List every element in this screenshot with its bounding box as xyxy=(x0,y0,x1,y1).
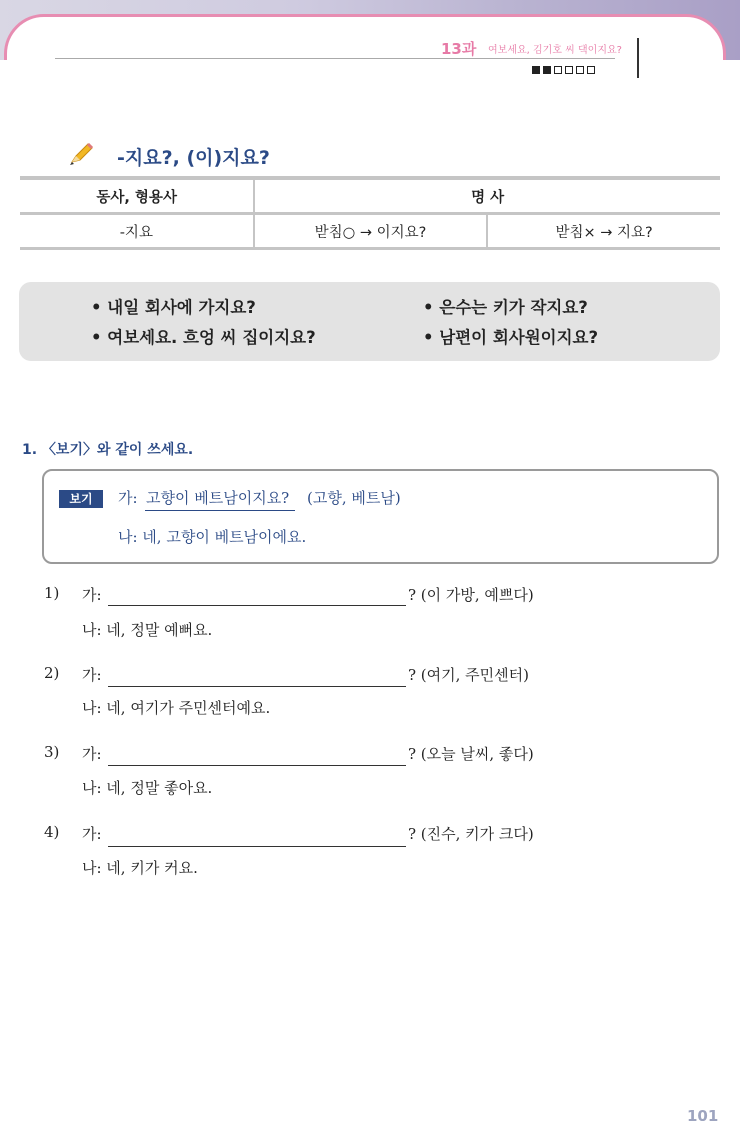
bogi-ga-prefix: 가: xyxy=(118,489,138,507)
page-number: 101 xyxy=(687,1107,719,1125)
progress-square xyxy=(543,66,551,74)
item-hint: ? (이 가방, 예쁘다) xyxy=(408,586,534,604)
lesson-title: 여보세요, 김기호 씨 댁이지요? xyxy=(488,45,622,56)
item-hint: ? (진수, 키가 크다) xyxy=(408,825,534,843)
table-cell: 받침○ → 이지요? xyxy=(314,224,427,241)
exercise-instruction: 1. 〈보기〉와 같이 쓰세요. xyxy=(22,442,194,458)
item-na-line: 나: 네, 정말 좋아요. xyxy=(82,779,213,797)
progress-square xyxy=(565,66,573,74)
progress-square xyxy=(532,66,540,74)
grammar-title: -지요?, (이)지요? xyxy=(117,147,270,169)
item-hint: ? (여기, 주민센터) xyxy=(408,666,529,684)
item-number: 1) xyxy=(44,584,60,602)
answer-blank[interactable] xyxy=(108,846,406,847)
answer-blank[interactable] xyxy=(108,605,406,606)
item-number: 3) xyxy=(44,743,60,761)
item-na-line: 나: 네, 정말 예뻐요. xyxy=(82,621,213,639)
table-row xyxy=(20,215,720,247)
example-sentence: • 여보세요. 흐엉 씨 집이지요? xyxy=(91,328,316,347)
table-header-cell: 명 사 xyxy=(471,189,505,206)
item-number: 4) xyxy=(44,823,60,841)
bogi-box xyxy=(42,469,719,564)
progress-indicator xyxy=(532,66,595,74)
item-hint: ? (오늘 날씨, 좋다) xyxy=(408,745,534,763)
item-ga-label: 가: xyxy=(82,745,102,763)
progress-square xyxy=(576,66,584,74)
bogi-ga-hint: (고향, 베트남) xyxy=(307,489,401,507)
header-rule xyxy=(55,58,615,59)
table-cell: 받침× → 지요? xyxy=(555,224,653,241)
bogi-label: 보기 xyxy=(59,490,103,508)
progress-square xyxy=(587,66,595,74)
example-sentence: • 내일 회사에 가지요? xyxy=(91,298,256,317)
answer-blank[interactable] xyxy=(108,765,406,766)
table-header-cell: 동사, 형용사 xyxy=(96,189,177,206)
header-band xyxy=(0,0,740,60)
item-ga-label: 가: xyxy=(82,825,102,843)
grammar-table xyxy=(20,176,720,250)
item-ga-label: 가: xyxy=(82,666,102,684)
bogi-na-line: 나: 네, 고향이 베트남이에요. xyxy=(118,528,307,546)
bogi-ga-answer: 고향이 베트남이지요? xyxy=(146,489,290,507)
header-divider xyxy=(637,38,639,78)
example-sentence: • 은수는 키가 작지요? xyxy=(423,298,588,317)
item-na-line: 나: 네, 여기가 주민센터예요. xyxy=(82,699,271,717)
table-rule xyxy=(20,247,720,250)
pencil-icon xyxy=(68,142,94,166)
item-ga-label: 가: xyxy=(82,586,102,604)
item-na-line: 나: 네, 키가 커요. xyxy=(82,859,198,877)
progress-square xyxy=(554,66,562,74)
bogi-answer-underline xyxy=(145,510,295,511)
answer-blank[interactable] xyxy=(108,686,406,687)
example-sentence: • 남편이 회사원이지요? xyxy=(423,328,599,347)
table-header-row xyxy=(20,180,720,212)
table-cell: -지요 xyxy=(119,224,153,241)
item-number: 2) xyxy=(44,664,60,682)
lesson-number: 13과 xyxy=(441,40,477,58)
